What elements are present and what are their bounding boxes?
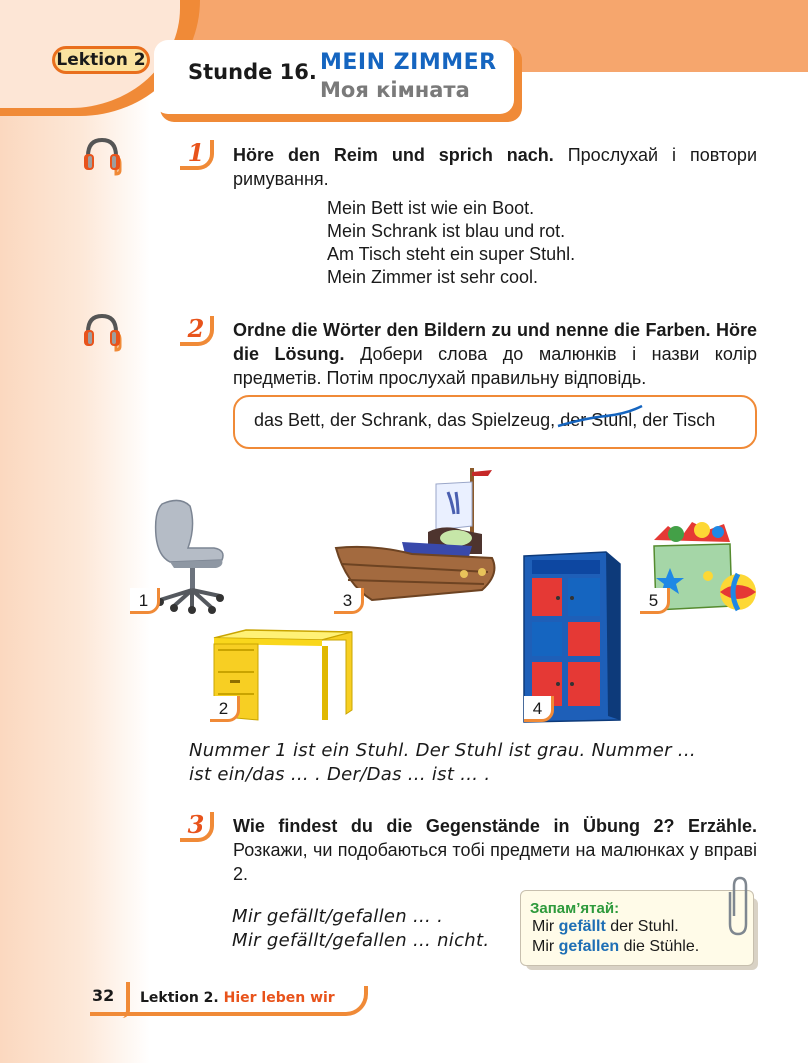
note-line: [532, 938, 699, 956]
poem-line: Mein Schrank ist blau und rot.: [327, 221, 566, 241]
note-text: Mir: [532, 918, 559, 935]
example-line: ist ein/das ... . Der/Das ... ist ... .: [189, 764, 491, 785]
footer-text: [140, 990, 335, 1006]
example-line: Nummer 1 ist ein Stuhl. Der Stuhl ist grau. Nummer ...: [189, 740, 696, 761]
page-number: 32: [92, 986, 115, 1005]
strike-through-mark: [556, 404, 646, 434]
instruction-de-listen: Höre die Lösung.: [233, 320, 757, 364]
headphones-icon[interactable]: [80, 310, 124, 352]
instruction-ua: Розкажи, чи подобаються тобі предмети на малюнках у вправі 2.: [233, 840, 757, 884]
exercise-instruction: [233, 143, 757, 191]
lektion-badge: Lektion 2: [52, 46, 150, 74]
exercise-number: 2: [187, 314, 205, 343]
instruction-de: Ordne die Wörter den Bildern zu und nenne die Farben.: [233, 320, 711, 340]
note-title: Запам’ятай:: [530, 900, 620, 917]
example-phrase: Mir gefällt/gefallen ... .: [232, 906, 444, 927]
footer-separator: [122, 982, 130, 1018]
page-title: MEIN ZIMMER: [320, 50, 497, 75]
picture-number: 5: [640, 588, 670, 614]
instruction-ua: Добери слова до малюнків і назви колір предметів. Потім прослухай правильну відповідь.: [233, 344, 757, 388]
note-line: [532, 918, 679, 936]
lesson-number: Stunde 16.: [188, 60, 317, 84]
instruction-de: Wie findest du die Gegenstände in Übung 2? Erzähle.: [233, 816, 757, 836]
footer-lektion: Lektion 2.: [140, 990, 219, 1006]
example-phrase: Mir gefällt/gefallen ... nicht.: [232, 930, 490, 951]
poem-line: Am Tisch steht ein super Stuhl.: [327, 244, 576, 264]
crossed-word: [560, 410, 632, 430]
picture-number: 2: [210, 696, 240, 722]
instruction-de: Höre den Reim und sprich nach.: [233, 145, 554, 165]
word-box-text: [254, 410, 715, 431]
crossed-word-text: der Stuhl: [560, 410, 633, 430]
poem-line: Mein Bett ist wie ein Boot.: [327, 198, 535, 218]
note-highlight: gefällt: [558, 918, 606, 935]
exercise-instruction: [233, 814, 757, 886]
word-list-before: das Bett, der Schrank, das Spielzeug,: [254, 410, 561, 430]
note-text: die Stühle.: [619, 938, 700, 955]
footer-topic: Hier leben wir: [223, 990, 335, 1006]
headphones-icon[interactable]: [80, 134, 124, 176]
exercise-instruction: [233, 318, 757, 390]
exercise-number: 1: [187, 138, 205, 167]
note-text: Mir: [532, 938, 559, 955]
page-subtitle: Моя кімната: [320, 78, 470, 102]
picture-number: 4: [524, 696, 554, 722]
word-list-after: , der Tisch: [632, 410, 716, 430]
exercise-number: 3: [187, 810, 205, 839]
note-highlight: gefallen: [558, 938, 620, 955]
picture-number: 1: [130, 588, 160, 614]
note-text: der Stuhl.: [605, 918, 679, 935]
page-side-band: [0, 0, 150, 1063]
poem-line: Mein Zimmer ist sehr cool.: [327, 267, 539, 287]
paperclip-icon: [726, 876, 750, 940]
instruction-ua: Прослухай і повтори римування.: [233, 145, 757, 189]
picture-number: 3: [334, 588, 364, 614]
